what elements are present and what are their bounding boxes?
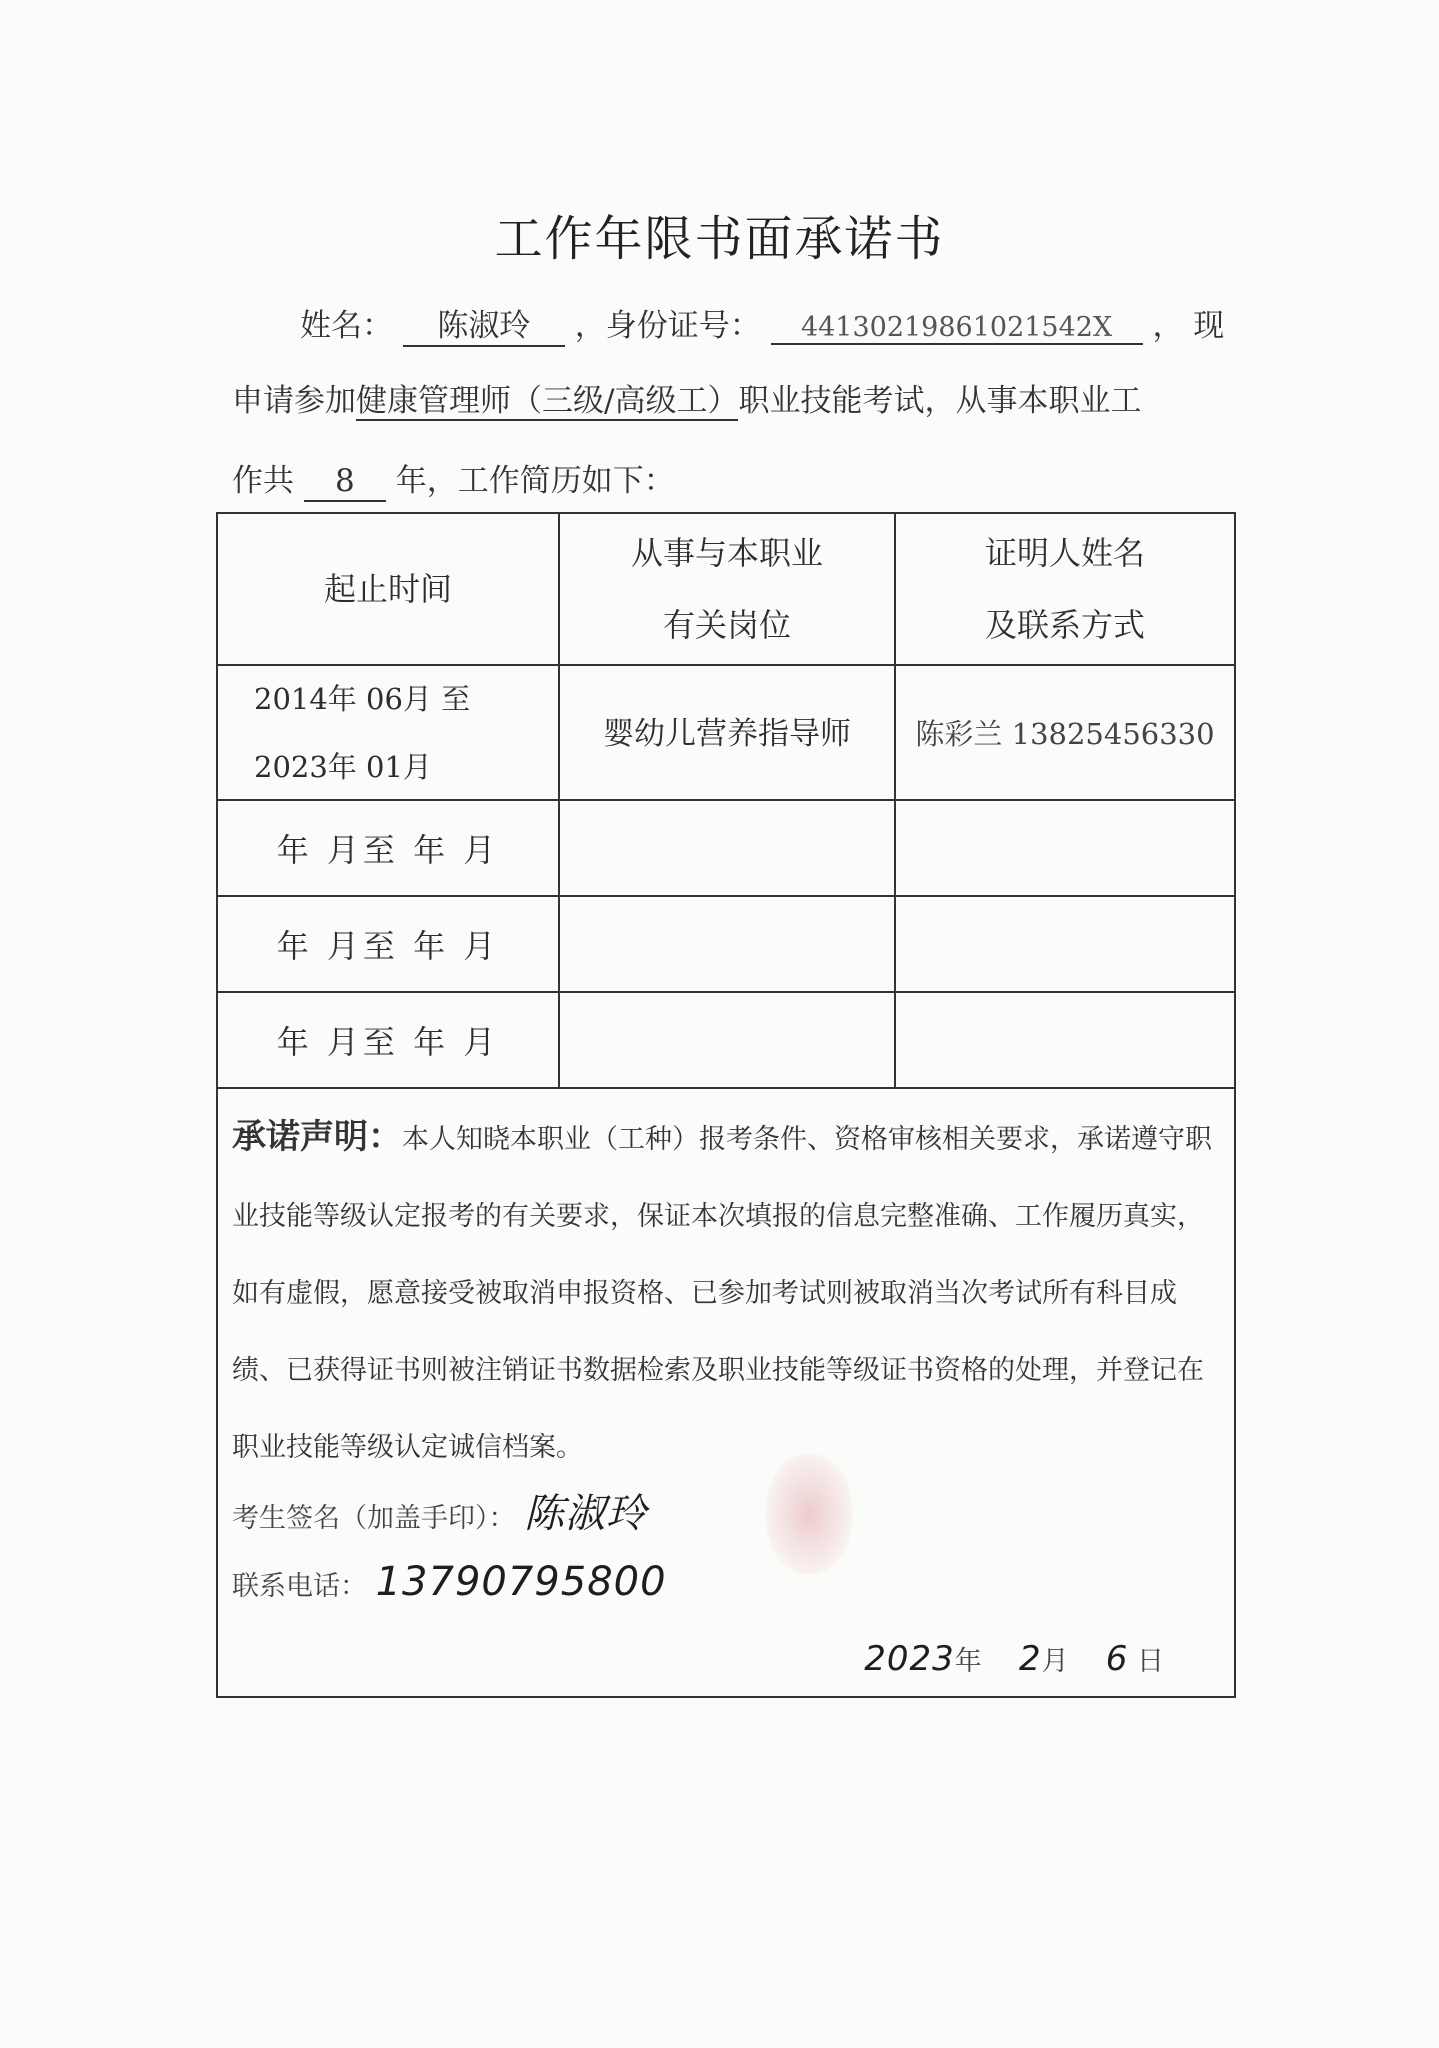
pledge-statement (232, 1099, 1220, 1486)
header-witness-line-2: 及联系方式 (984, 606, 1145, 644)
header-period (218, 514, 558, 664)
pledge-text: 本人知晓本职业（工种）报考条件、资格审核相关要求，承诺遵守职业技能等级认定报考的有关要求，保证本次填报的信息完整准确、工作履历真实，如有虚假，愿意接受被取消申报资格、已参加考试则被取消当次考试所有科目成绩、已获得证书则被注销证书数据检索及职业技能等级证书资格的处理，并登记在职业技能等级认定诚信档案。 (232, 1124, 1212, 1463)
row-4-period-text: 年 月至 年 月 (276, 1023, 500, 1061)
table-divider (218, 1087, 1234, 1089)
name-label: 姓名： (300, 308, 393, 344)
table-row-2-period (218, 801, 558, 895)
intro-line-2 (232, 375, 1141, 420)
header-period-text: 起止时间 (323, 570, 452, 608)
exam-name-value: 健康管理师（三级/高级工） (356, 383, 739, 419)
header-position (560, 514, 894, 664)
years-suffix: 年，工作简历如下： (395, 463, 675, 499)
table-row-1-witness (896, 666, 1234, 799)
header-witness-line-1: 证明人姓名 (984, 534, 1145, 572)
id-label: ，身份证号： (574, 308, 761, 344)
id-number-value: 44130219861021542X (771, 312, 1143, 345)
table-row-4-period (218, 993, 558, 1087)
row-2-period-text: 年 月至 年 月 (276, 831, 500, 869)
thumbprint-mark (766, 1454, 852, 1574)
table-row-3-period (218, 897, 558, 991)
date-day: 6 (1105, 1639, 1129, 1679)
date-month: 2 (1018, 1639, 1042, 1679)
years-prefix: 作共 (232, 463, 294, 499)
table-row-1-period (218, 666, 558, 799)
signature-label: 考生签名（加盖手印）： (232, 1503, 516, 1534)
row-1-witness-text: 陈彩兰 13825456330 (915, 717, 1215, 751)
row-1-period-end: 2023年 01月 (254, 749, 432, 784)
years-value: 8 (304, 464, 386, 502)
name-value: 陈淑玲 (403, 309, 565, 347)
row-1-period-start: 2014年 06月 至 (254, 681, 471, 716)
signing-date (864, 1639, 1164, 1679)
header-position-line-2: 有关岗位 (662, 606, 791, 644)
date-year-char: 年 (954, 1646, 982, 1677)
intro-line-3 (232, 455, 675, 502)
row-1-position-text: 婴幼儿营养指导师 (603, 716, 851, 752)
phone-row (232, 1559, 667, 1605)
line1-tail: ， 现 (1152, 308, 1225, 344)
handwritten-signature: 陈淑玲 (524, 1491, 648, 1537)
signature-row (232, 1482, 647, 1539)
handwritten-phone: 13790795800 (375, 1559, 667, 1605)
pledge-label: 承诺声明： (232, 1117, 402, 1157)
work-history-table (216, 512, 1236, 1698)
document-title: 工作年限书面承诺书 (494, 211, 945, 267)
date-day-char: 日 (1137, 1646, 1164, 1677)
date-month-char: 月 (1041, 1646, 1069, 1677)
row-3-period-text: 年 月至 年 月 (276, 927, 500, 965)
header-witness (896, 514, 1234, 664)
table-row-1-position (560, 666, 894, 799)
apply-suffix: 职业技能考试，从事本职业工 (738, 383, 1142, 419)
phone-label: 联系电话： (232, 1571, 367, 1602)
apply-prefix: 申请参加 (232, 383, 356, 419)
intro-line-1 (300, 300, 1224, 347)
date-year: 2023 (864, 1639, 955, 1679)
header-position-line-1: 从事与本职业 (630, 534, 823, 572)
